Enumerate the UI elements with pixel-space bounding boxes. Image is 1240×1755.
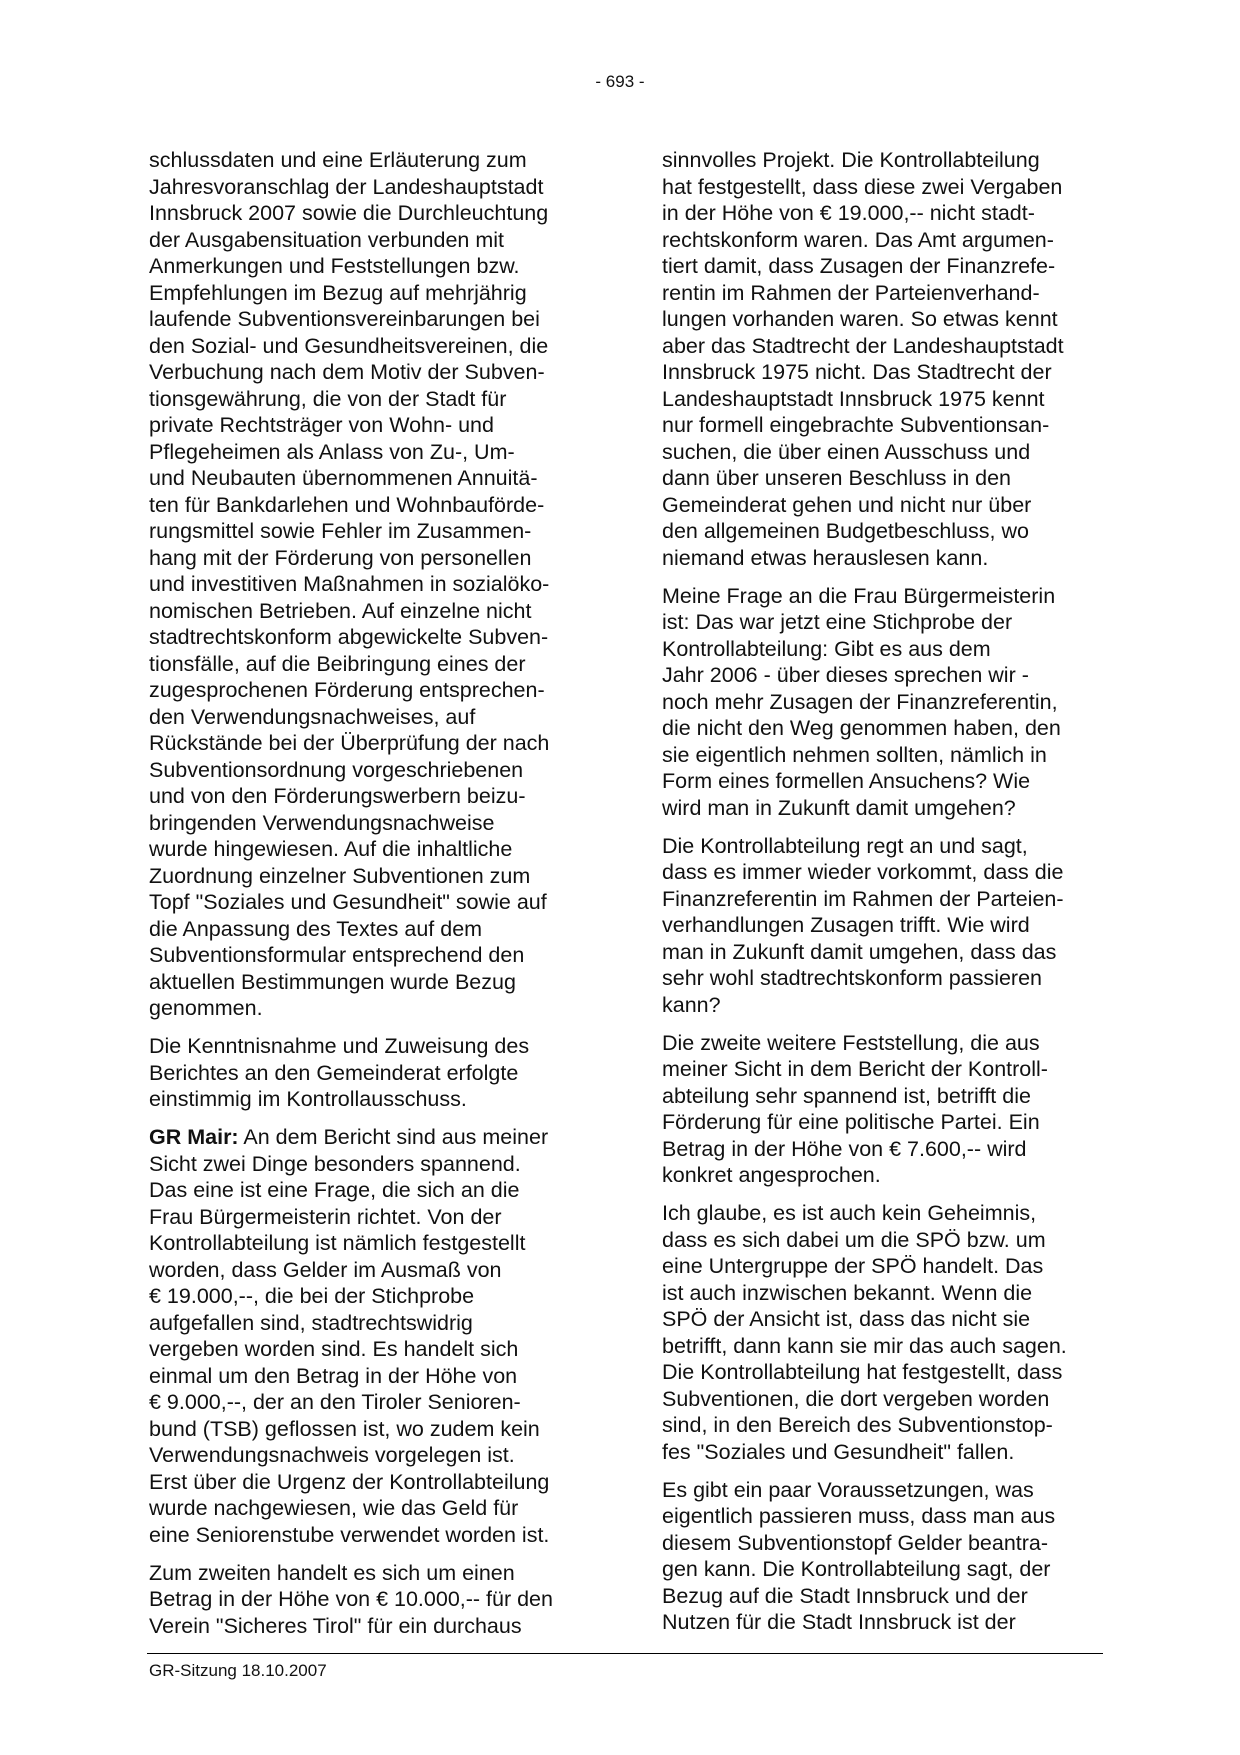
text-line: Rückstände bei der Überprüfung der nach [149, 731, 550, 755]
text-line: eigentlich passieren muss, dass man aus [662, 1504, 1056, 1528]
text-line: einstimmig im Kontrollausschuss. [149, 1087, 467, 1111]
text-line: Die Kenntnisnahme und Zuweisung des [149, 1034, 530, 1058]
text-line: dass es sich dabei um die SPÖ bzw. um [662, 1227, 1046, 1252]
text-line: Topf "Soziales und Gesundheit" sowie auf [149, 890, 547, 914]
text-line: wurde nachgewiesen, wie das Geld für [149, 1496, 519, 1520]
text-line: und investitiven Maßnahmen in sozialöko- [149, 572, 550, 596]
text-line: Innsbruck 2007 sowie die Durchleuchtung [149, 201, 549, 225]
text-line: die Anpassung des Textes auf dem [149, 916, 483, 941]
text-line: Nutzen für die Stadt Innsbruck ist der [662, 1610, 1016, 1634]
text-line: private Rechtsträger von Wohn- und [149, 413, 494, 437]
text-line: man in Zukunft damit umgehen, dass das [662, 939, 1057, 964]
text-line: bringenden Verwendungsnachweise [149, 810, 495, 835]
text-line: gen kann. Die Kontrollabteilung sagt, der [662, 1557, 1051, 1581]
text-line: stadtrechtskonform abgewickelte Subven- [149, 625, 549, 649]
text-line: Die Kontrollabteilung regt an und sagt, [662, 833, 1028, 858]
text-line: sie eigentlich nehmen sollten, nämlich in [662, 742, 1047, 767]
text-line: bund (TSB) geflossen ist, wo zudem kein [149, 1416, 540, 1441]
text-line: Pflegeheimen als Anlass von Zu-, Um- [149, 439, 515, 464]
text-line: Kontrollabteilung ist nämlich festgestellt [149, 1231, 526, 1255]
text-line: laufende Subventionsvereinbarungen bei [149, 307, 540, 331]
text-line: Empfehlungen im Bezug auf mehrjährig [149, 280, 527, 305]
paragraph [662, 1477, 1107, 1636]
text-line: den Sozial- und Gesundheitsvereinen, die [149, 333, 549, 358]
footer-text: GR-Sitzung 18.10.2007 [149, 1661, 327, 1680]
text-line: rungsmittel sowie Fehler im Zusammen- [149, 519, 532, 543]
text-line: den allgemeinen Budgetbeschluss, wo [662, 519, 1029, 543]
text-line: nomischen Betrieben. Auf einzelne nicht [149, 598, 532, 623]
text-line: nur formell eingebrachte Subventionsan- [662, 413, 1050, 437]
text-line: und Neubauten übernommenen Annuitä- [149, 466, 538, 490]
text-line: in der Höhe von € 19.000,-- nicht stadt- [662, 201, 1035, 225]
text-line: Betrag in der Höhe von € 7.600,-- wird [662, 1136, 1027, 1161]
text-line: Sicht zwei Dinge besonders spannend. [149, 1151, 521, 1176]
paragraph [662, 147, 1107, 571]
text-line: einmal um den Betrag in der Höhe von [149, 1363, 518, 1388]
text-line [149, 1124, 594, 1151]
text-line: Betrag in der Höhe von € 10.000,-- für den [149, 1587, 553, 1611]
text-line: niemand etwas herauslesen kann. [662, 545, 989, 570]
text-line: ten für Bankdarlehen und Wohnbauförde- [149, 492, 545, 517]
page-number: - 693 - [595, 72, 645, 91]
text-line: meiner Sicht in dem Bericht der Kontroll- [662, 1057, 1048, 1081]
text-line: fes "Soziales und Gesundheit" fallen. [662, 1439, 1015, 1464]
right-column [662, 147, 1107, 1647]
text-line: Bezug auf die Stadt Innsbruck und der [662, 1583, 1028, 1608]
text-fragment: An dem Bericht sind aus meiner [238, 1125, 549, 1149]
text-line: Zuordnung einzelner Subventionen zum [149, 863, 531, 888]
text-line: abteilung sehr spannend ist, betrifft die [662, 1083, 1031, 1108]
text-line: aber das Stadtrecht der Landeshauptstadt [662, 333, 1064, 358]
text-line: ist: Das war jetzt eine Stichprobe der [662, 610, 1013, 634]
text-line: Das eine ist eine Frage, die sich an die [149, 1178, 520, 1202]
text-line: vergeben worden sind. Es handelt sich [149, 1337, 519, 1361]
text-line: diesem Subventionstopf Gelder beantra- [662, 1530, 1049, 1555]
text-line: Erst über die Urgenz der Kontrollabteilung [149, 1469, 550, 1494]
text-line: und von den Förderungswerbern beizu- [149, 784, 526, 808]
text-line: Jahr 2006 - über dieses sprechen wir - [662, 663, 1029, 687]
text-line: Frau Bürgermeisterin richtet. Von der [149, 1204, 502, 1229]
text-line: eine Untergruppe der SPÖ handelt. Das [662, 1254, 1044, 1278]
text-line: genommen. [149, 996, 263, 1020]
text-line: sind, in den Bereich des Subventionstop- [662, 1413, 1053, 1437]
text-line: zugesprochenen Förderung entsprechen- [149, 678, 545, 702]
text-line: Subventionsformular entsprechend den [149, 943, 525, 967]
text-line: Berichtes an den Gemeinderat erfolgte [149, 1060, 519, 1085]
text-line: Kontrollabteilung: Gibt es aus dem [662, 636, 991, 661]
text-line: rechtskonform waren. Das Amt argumen- [662, 227, 1054, 252]
footer-divider [147, 1653, 1103, 1654]
text-line: Verwendungsnachweis vorgelegen ist. [149, 1443, 515, 1467]
paragraph [662, 583, 1107, 822]
text-line: Förderung für eine politische Partei. Ein [662, 1110, 1040, 1134]
text-line: Verein "Sicheres Tirol" für ein durchaus [149, 1613, 522, 1638]
text-line: Es gibt ein paar Voraussetzungen, was [662, 1477, 1034, 1502]
text-line: Die zweite weitere Feststellung, die aus [662, 1030, 1040, 1055]
text-line: Gemeinderat gehen und nicht nur über [662, 492, 1032, 517]
paragraph [662, 1030, 1107, 1189]
text-line: konkret angesprochen. [662, 1163, 881, 1187]
text-line: sehr wohl stadtrechtskonform passieren [662, 966, 1043, 990]
text-line: worden, dass Gelder im Ausmaß von [149, 1257, 502, 1282]
text-line: SPÖ der Ansicht ist, dass das nicht sie [662, 1307, 1031, 1331]
text-line: eine Seniorenstube verwendet worden ist. [149, 1522, 550, 1547]
paragraph [662, 833, 1107, 1019]
text-line: Jahresvoranschlag der Landeshauptstadt [149, 174, 544, 199]
text-line: hat festgestellt, dass diese zwei Vergaben [662, 174, 1063, 199]
paragraph [149, 147, 594, 1022]
left-column [149, 147, 594, 1651]
text-line: tionsgewährung, die von der Stadt für [149, 386, 507, 411]
text-line: Innsbruck 1975 nicht. Das Stadtrecht der [662, 360, 1052, 384]
text-line: Anmerkungen und Feststellungen bzw. [149, 254, 520, 278]
text-line: suchen, die über einen Ausschuss und [662, 439, 1031, 464]
text-line: Subventionsordnung vorgeschriebenen [149, 757, 524, 782]
text-line: kann? [662, 992, 721, 1017]
text-line: den Verwendungsnachweises, auf [149, 704, 476, 729]
text-line: Die Kontrollabteilung hat festgestellt, dass [662, 1360, 1063, 1384]
text-line: tiert damit, dass Zusagen der Finanzrefe- [662, 254, 1056, 278]
text-line: wird man in Zukunft damit umgehen? [662, 795, 1016, 820]
paragraph [149, 1124, 594, 1548]
text-line: dass es immer wieder vorkommt, dass die [662, 860, 1064, 884]
text-line: die nicht den Weg genommen haben, den [662, 716, 1061, 740]
text-line: lungen vorhanden waren. So etwas kennt [662, 307, 1058, 331]
text-line: Meine Frage an die Frau Bürgermeisterin [662, 583, 1056, 608]
text-line: noch mehr Zusagen der Finanzreferentin, [662, 689, 1058, 714]
speaker-name: GR Mair: [149, 1125, 239, 1149]
text-line: Subventionen, die dort vergeben worden [662, 1386, 1050, 1411]
text-line: Verbuchung nach dem Motiv der Subven- [149, 360, 545, 384]
text-line: der Ausgabensituation verbunden mit [149, 227, 504, 252]
paragraph [662, 1200, 1107, 1465]
text-line: schlussdaten und eine Erläuterung zum [149, 148, 527, 172]
text-line: Form eines formellen Ansuchens? Wie [662, 769, 1031, 793]
text-line: € 9.000,--, der an den Tiroler Senioren- [149, 1390, 521, 1414]
text-line: tionsfälle, auf die Beibringung eines der [149, 651, 526, 676]
text-line: verhandlungen Zusagen trifft. Wie wird [662, 913, 1030, 937]
text-line: Zum zweiten handelt es sich um einen [149, 1560, 515, 1585]
paragraph [149, 1033, 594, 1113]
text-line: betrifft, dann kann sie mir das auch sagen. [662, 1333, 1067, 1358]
text-line: sinnvolles Projekt. Die Kontrollabteilung [662, 148, 1040, 172]
text-line: aktuellen Bestimmungen wurde Bezug [149, 969, 516, 994]
text-line: Finanzreferentin im Rahmen der Parteien- [662, 886, 1064, 911]
paragraph [149, 1560, 594, 1640]
text-line: Landeshauptstadt Innsbruck 1975 kennt [662, 386, 1045, 411]
text-line: ist auch inzwischen bekannt. Wenn die [662, 1280, 1033, 1305]
text-line: Ich glaube, es ist auch kein Geheimnis, [662, 1201, 1037, 1225]
text-line: € 19.000,--, die bei der Stichprobe [149, 1284, 475, 1308]
text-line: wurde hingewiesen. Auf die inhaltliche [149, 837, 513, 861]
text-line: hang mit der Förderung von personellen [149, 545, 532, 570]
text-line: aufgefallen sind, stadtrechtswidrig [149, 1310, 473, 1335]
text-line: dann über unseren Beschluss in den [662, 466, 1012, 490]
text-line: rentin im Rahmen der Parteienverhand- [662, 280, 1040, 305]
